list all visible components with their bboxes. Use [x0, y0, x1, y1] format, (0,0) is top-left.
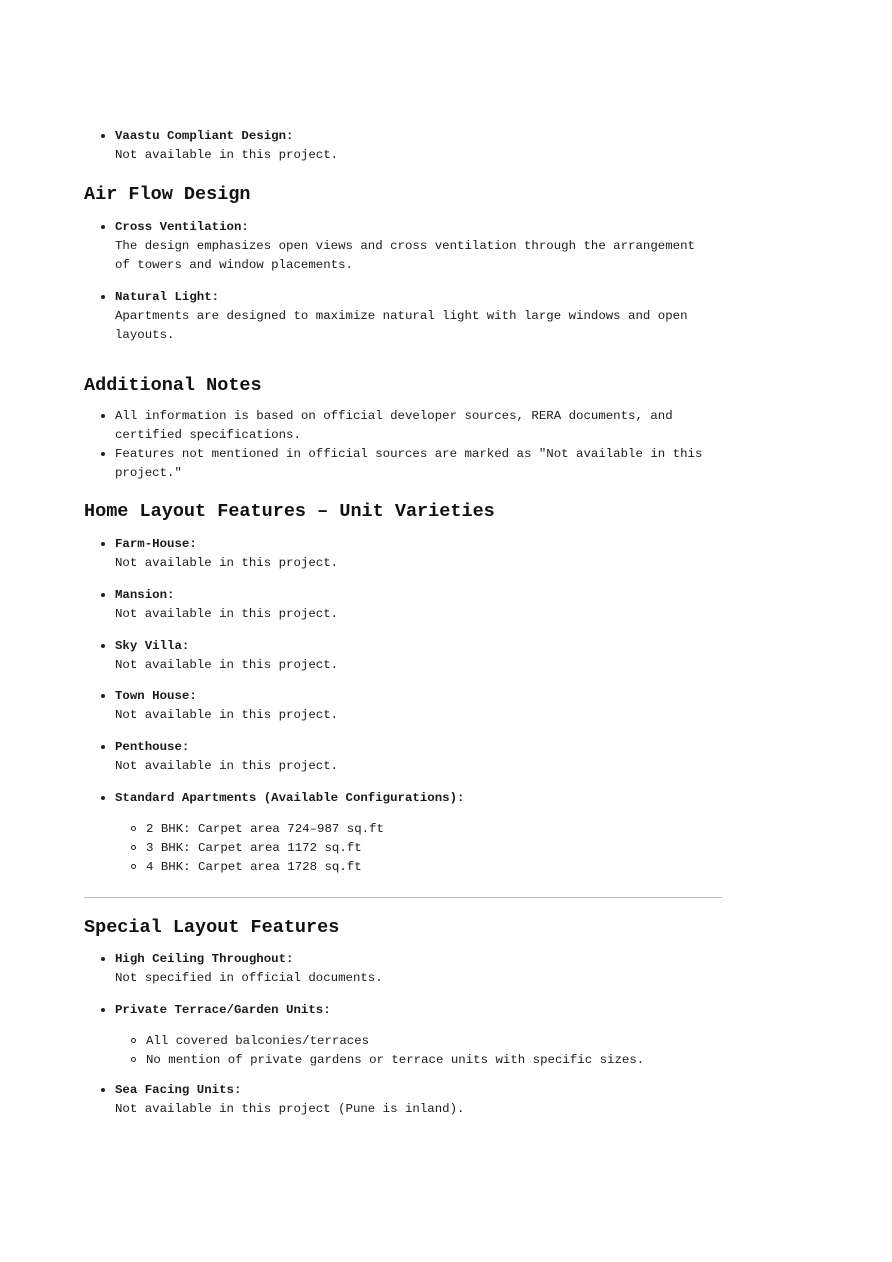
- sea-facing-desc: Not available in this project (Pune is inland).: [115, 1102, 465, 1116]
- natural-light-label: Natural Light:: [115, 290, 220, 304]
- vaastu-list: [84, 127, 724, 165]
- mansion-label: Mansion:: [115, 588, 175, 602]
- sea-facing-label: Sea Facing Units:: [115, 1083, 242, 1097]
- penthouse-desc: Not available in this project.: [115, 759, 339, 773]
- configuration-item: 3 BHK: Carpet area 1172 sq.ft: [84, 839, 724, 858]
- cross-ventilation-label: Cross Ventilation:: [115, 220, 249, 234]
- standard-apartments-label: Standard Apartments (Available Configurations):: [115, 791, 465, 805]
- list-item: [84, 535, 724, 573]
- home-layout-list: [84, 535, 724, 573]
- special-layout-list: [84, 950, 724, 988]
- high-ceiling-label: High Ceiling Throughout:: [115, 952, 294, 966]
- configurations-list: [84, 820, 724, 877]
- natural-light-desc: Apartments are designed to maximize natural light with large windows and open layouts.: [115, 309, 688, 342]
- air-flow-list: [84, 218, 724, 275]
- sky-villa-label: Sky Villa:: [115, 639, 190, 653]
- home-layout-list-3: [84, 637, 724, 675]
- list-item: [84, 288, 715, 345]
- additional-notes-heading: Additional Notes: [84, 375, 262, 396]
- list-item: [84, 687, 724, 725]
- configuration-item: 2 BHK: Carpet area 724–987 sq.ft: [84, 820, 724, 839]
- special-layout-list-3: [84, 1081, 724, 1119]
- list-item: [84, 637, 724, 675]
- list-item: All information is based on official developer sources, RERA documents, and certified specifications.: [84, 407, 715, 445]
- town-house-label: Town House:: [115, 689, 197, 703]
- terrace-point: No mention of private gardens or terrace units with specific sizes.: [84, 1051, 724, 1070]
- private-terrace-points: [84, 1032, 724, 1070]
- home-layout-list-2: [84, 586, 724, 624]
- vaastu-desc: Not available in this project.: [115, 148, 339, 162]
- cross-ventilation-desc: The design emphasizes open views and cross ventilation through the arrangement of towers and window placements.: [115, 239, 695, 272]
- list-item: Features not mentioned in official sources are marked as "Not available in this project.": [84, 445, 715, 483]
- special-layout-list-2: [84, 1001, 724, 1070]
- mansion-desc: Not available in this project.: [115, 607, 339, 621]
- high-ceiling-desc: Not specified in official documents.: [115, 971, 383, 985]
- standard-apartments-list: [84, 789, 724, 877]
- section-divider: [84, 897, 722, 898]
- list-item: [84, 218, 715, 275]
- farm-house-label: Farm-House:: [115, 537, 197, 551]
- list-item: [84, 950, 724, 988]
- vaastu-label: Vaastu Compliant Design:: [115, 129, 294, 143]
- town-house-desc: Not available in this project.: [115, 708, 339, 722]
- list-item: [84, 738, 724, 776]
- sky-villa-desc: Not available in this project.: [115, 658, 339, 672]
- penthouse-label: Penthouse:: [115, 740, 190, 754]
- farm-house-desc: Not available in this project.: [115, 556, 339, 570]
- list-item: [84, 1081, 724, 1119]
- air-flow-heading: Air Flow Design: [84, 184, 251, 205]
- list-item: [84, 586, 724, 624]
- home-layout-list-5: [84, 738, 724, 776]
- terrace-point: All covered balconies/terraces: [84, 1032, 724, 1051]
- configuration-item: 4 BHK: Carpet area 1728 sq.ft: [84, 858, 724, 877]
- list-item: [84, 127, 724, 165]
- additional-notes-list: [84, 407, 724, 483]
- special-layout-heading: Special Layout Features: [84, 917, 340, 938]
- home-layout-list-4: [84, 687, 724, 725]
- home-layout-heading: Home Layout Features – Unit Varieties: [84, 501, 495, 522]
- list-item: [84, 789, 724, 877]
- air-flow-list-2: [84, 288, 724, 345]
- private-terrace-label: Private Terrace/Garden Units:: [115, 1003, 331, 1017]
- list-item: [84, 1001, 724, 1070]
